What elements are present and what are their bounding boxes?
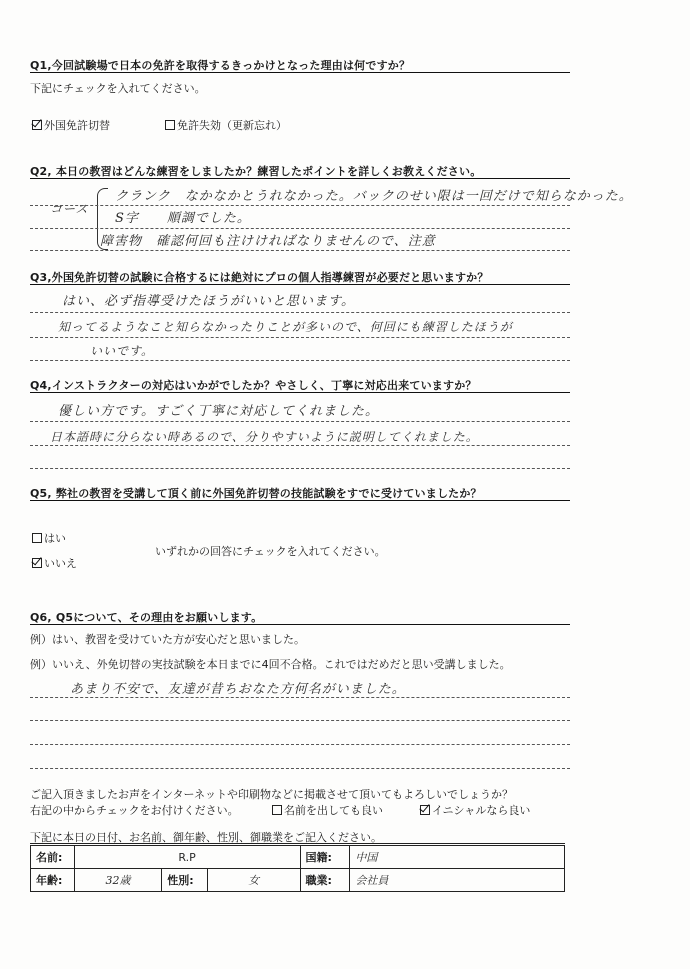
q3-writing-line bbox=[30, 312, 570, 313]
publish-initial-checkbox[interactable] bbox=[420, 805, 430, 815]
q5-no-label: いいえ bbox=[44, 557, 77, 570]
age-label: 年齢: bbox=[31, 869, 75, 892]
q4-writing-line bbox=[30, 445, 570, 446]
q2-rule bbox=[30, 178, 570, 179]
job-value[interactable]: 会社員 bbox=[350, 869, 565, 892]
q6-answer: あまり不安で、友達が昔ちおなた方何名がいました。 bbox=[70, 682, 406, 697]
name-value[interactable]: R.P bbox=[74, 846, 300, 869]
job-label: 職業: bbox=[300, 869, 350, 892]
q5-yes-checkbox[interactable] bbox=[32, 533, 42, 543]
q6-writing-line bbox=[30, 744, 570, 745]
q3-answer-line-2: 知ってるようなこと知らなかったりことが多いので、何回にも練習したほうが bbox=[58, 320, 513, 334]
q6-rule bbox=[30, 624, 570, 625]
q1-rule bbox=[30, 72, 570, 73]
q1-option-foreign-license[interactable] bbox=[32, 117, 110, 133]
q6-example-no: 例）いいえ、外免切替の実技試験を本日までに4回不合格。これではだめだと思い受講しました。 bbox=[30, 658, 511, 671]
nationality-value[interactable]: 中国 bbox=[350, 846, 565, 869]
q3-answer-line-1: はい、必ず指導受けたほうがいいと思います。 bbox=[62, 294, 355, 309]
publish-question: ご記入頂きましたお声をインターネットや印刷物などに掲載させて頂いてもよろしいでしょうか？ bbox=[30, 788, 514, 801]
q5-rule bbox=[30, 500, 570, 501]
q3-writing-line bbox=[30, 360, 570, 361]
sex-label: 性別: bbox=[162, 869, 208, 892]
q6-example-yes: 例）はい、教習を受けていた方が安心だと思いました。 bbox=[30, 633, 305, 646]
q2-writing-line bbox=[30, 205, 570, 206]
q1-option-expired[interactable] bbox=[165, 117, 287, 133]
q4-writing-line bbox=[30, 421, 570, 422]
q4-writing-line bbox=[30, 468, 570, 469]
publish-name-checkbox[interactable] bbox=[272, 805, 282, 815]
q6-writing-line bbox=[30, 768, 570, 769]
q3-rule bbox=[30, 284, 570, 285]
q1-expired-checkbox[interactable] bbox=[165, 120, 175, 130]
sex-value[interactable]: 女 bbox=[207, 869, 300, 892]
publish-initial-label: イニシャルなら良い bbox=[432, 804, 531, 817]
age-value[interactable]: 32歳 bbox=[74, 869, 161, 892]
q2-answer-line-1: クランク なかなかとうれなかった。バックのせい限は一回だけで知らなかった。 bbox=[115, 189, 633, 204]
publish-option-name[interactable] bbox=[272, 802, 383, 818]
q6-writing-line bbox=[30, 697, 570, 698]
q5-yes-label: はい bbox=[44, 532, 66, 545]
q4-rule bbox=[30, 392, 570, 393]
q2-writing-line bbox=[30, 250, 570, 251]
q5-title: Q5, 弊社の教習を受講して頂く前に外国免許切替の技能試験をすでに受けていましたか？ bbox=[30, 487, 482, 500]
q5-option-yes[interactable] bbox=[32, 530, 66, 546]
q4-answer-line-2: 日本語時に分らない時あるので、分りやすいように説明してくれました。 bbox=[50, 430, 479, 444]
publish-option-initial[interactable] bbox=[420, 802, 530, 818]
q6-writing-line bbox=[30, 720, 570, 721]
q6-title: Q6, Q5について、その理由をお願いします。 bbox=[30, 611, 263, 624]
q2-answer-line-3: 障害物 確認何回も注けければなりませんので、注意 bbox=[100, 234, 436, 249]
publish-instruction: 右記の中からチェックをお付けください。 bbox=[30, 804, 239, 817]
q1-instruction: 下記にチェックを入れてください。 bbox=[30, 82, 206, 95]
q1-foreign-license-checkbox[interactable] bbox=[32, 120, 42, 130]
q1-foreign-license-label: 外国免許切替 bbox=[44, 119, 110, 132]
q1-title: Q1,今回試験場で日本の免許を取得するきっかけとなった理由は何ですか？ bbox=[30, 59, 411, 72]
q4-answer-line-1: 優しい方です。すごく丁寧に対応してくれました。 bbox=[58, 404, 379, 419]
q1-expired-label: 免許失効（更新忘れ） bbox=[177, 119, 287, 132]
q5-option-no[interactable] bbox=[32, 555, 77, 571]
q5-no-checkbox[interactable] bbox=[32, 558, 42, 568]
q3-title: Q3,外国免許切替の試験に合格するには絶対にプロの個人指導練習が必要だと思いますか？ bbox=[30, 271, 489, 284]
q3-writing-line bbox=[30, 337, 570, 338]
name-label: 名前: bbox=[31, 846, 75, 869]
q2-title: Q2, 本日の教習はどんな練習をしましたか？練習したポイントを詳しくお教えください。 bbox=[30, 165, 482, 178]
q2-writing-line bbox=[30, 228, 570, 229]
q3-answer-line-3: いいです。 bbox=[90, 344, 155, 358]
q2-answer-line-2: S字 順調でした。 bbox=[115, 211, 251, 226]
q5-note: いずれかの回答にチェックを入れてください。 bbox=[155, 545, 386, 558]
info-table bbox=[30, 845, 565, 892]
info-instruction: 下記に本日の日付、お名前、御年齢、性別、御職業をご記入ください。 bbox=[30, 831, 382, 844]
info-rule bbox=[30, 843, 565, 844]
publish-name-label: 名前を出しても良い bbox=[284, 804, 383, 817]
q4-title: Q4,インストラクターの対応はいかがでしたか？やさしく、丁寧に対応出来ていますか？ bbox=[30, 379, 477, 392]
nationality-label: 国籍: bbox=[300, 846, 350, 869]
q2-course-label: コース bbox=[50, 202, 89, 216]
